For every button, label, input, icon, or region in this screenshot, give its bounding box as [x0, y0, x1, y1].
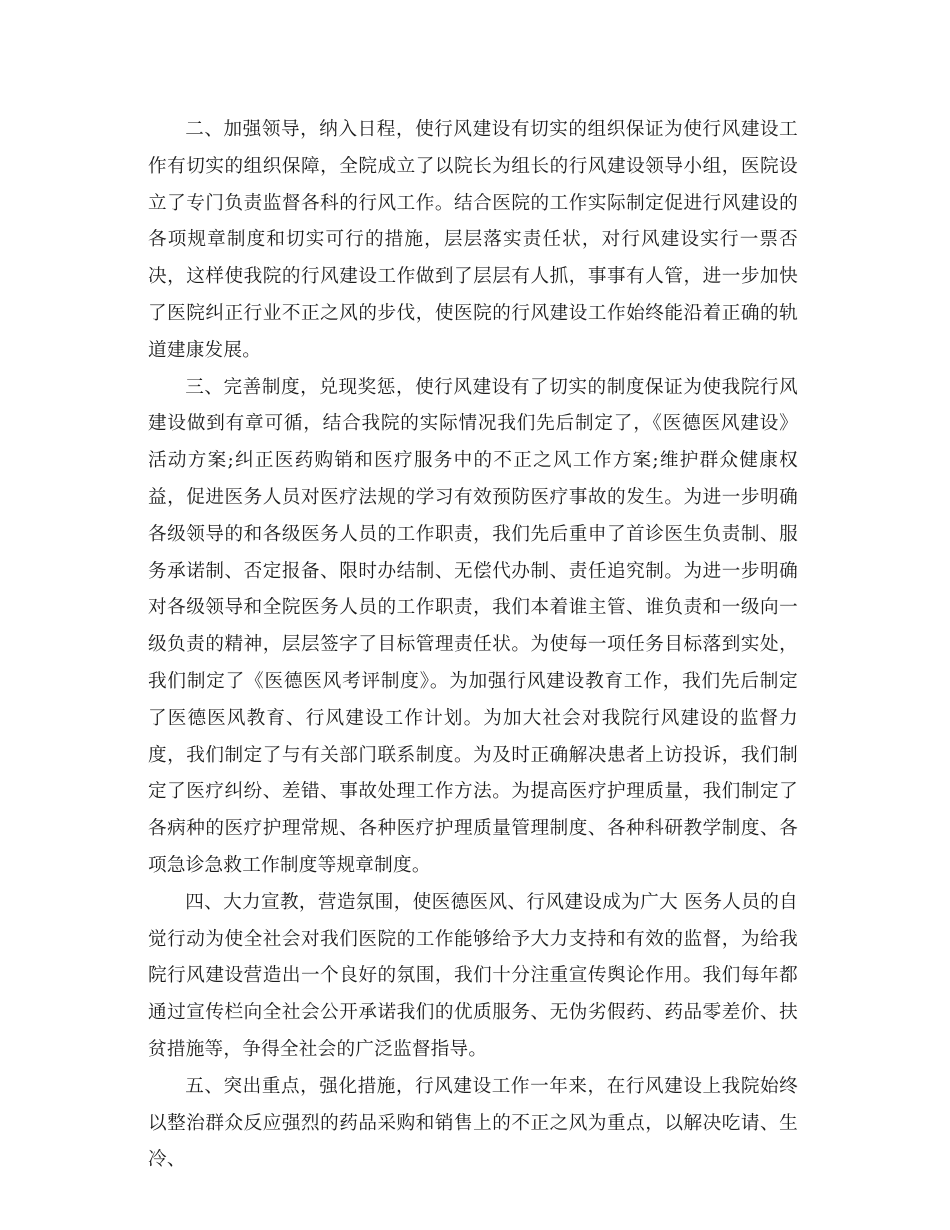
- document-body: [148, 112, 798, 1179]
- paragraph-leadership: 二、加强领导，纳入日程，使行风建设有切实的组织保证为使行风建设工作有切实的组织保障，全院成立了以院长为组长的行风建设领导小组，医院设立了专门负责监督各科的行风工作。结合医院的工作实际制定促进行风建设的各项规章制度和切实可行的措施，层层落实责任状，对行风建设实行一票否决，这样使我院的行风建设工作做到了层层有人抓，事事有人管，进一步加快了医院纠正行业不正之风的步伐，使医院的行风建设工作始终能沿着正确的轨道建康发展。: [148, 119, 798, 361]
- paragraph-key-points: 五、突出重点，强化措施，行风建设工作一年来，在行风建设上我院始终以整治群众反应强烈的药品采购和销售上的不正之风为重点，以解决吃请、生冷、: [148, 1075, 798, 1171]
- paragraph-system: 三、完善制度，兑现奖惩，使行风建设有了切实的制度保证为使我院行风建设做到有章可循，结合我院的实际情况我们先后制定了，《医德医风建设》活动方案;纠正医药购销和医疗服务中的不正之风工作方案;维护群众健康权益，促进医务人员对医疗法规的学习有效预防医疗事故的发生。为进一步明确各级领导的和各级医务人员的工作职责，我们先后重申了首诊医生负责制、服务承诺制、否定报备、限时办结制、无偿代办制、责任追究制。为进一步明确对各级领导和全院医务人员的工作职责，我们本着谁主管、谁负责和一级向一级负责的精神，层层签字了目标管理责任状。为使每一项任务目标落到实处，我们制定了《医德医风考评制度》。为加强行风建设教育工作，我们先后制定了医德医风教育、行风建设工作计划。为加大社会对我院行风建设的监督力度，我们制定了与有关部门联系制度。为及时正确解决患者上访投诉，我们制定了医疗纠纷、差错、事故处理工作方法。为提高医疗护理质量，我们制定了各病种的医疗护理常规、各种医疗护理质量管理制度、各种科研教学制度、各项急诊急救工作制度等规章制度。: [148, 376, 798, 876]
- paragraph-publicity: 四、大力宣教，营造氛围，使医德医风、行风建设成为广大 医务人员的自觉行动为使全社会对我们医院的工作能够给予大力支持和有效的监督，为给我院行风建设营造出一个良好的氛围，我们十分注重宣传舆论作用。我们每年都通过宣传栏向全社会公开承诺我们的优质服务、无伪劣假药、药品零差价、扶贫措施等，争得全社会的广泛监督指导。: [148, 891, 798, 1060]
